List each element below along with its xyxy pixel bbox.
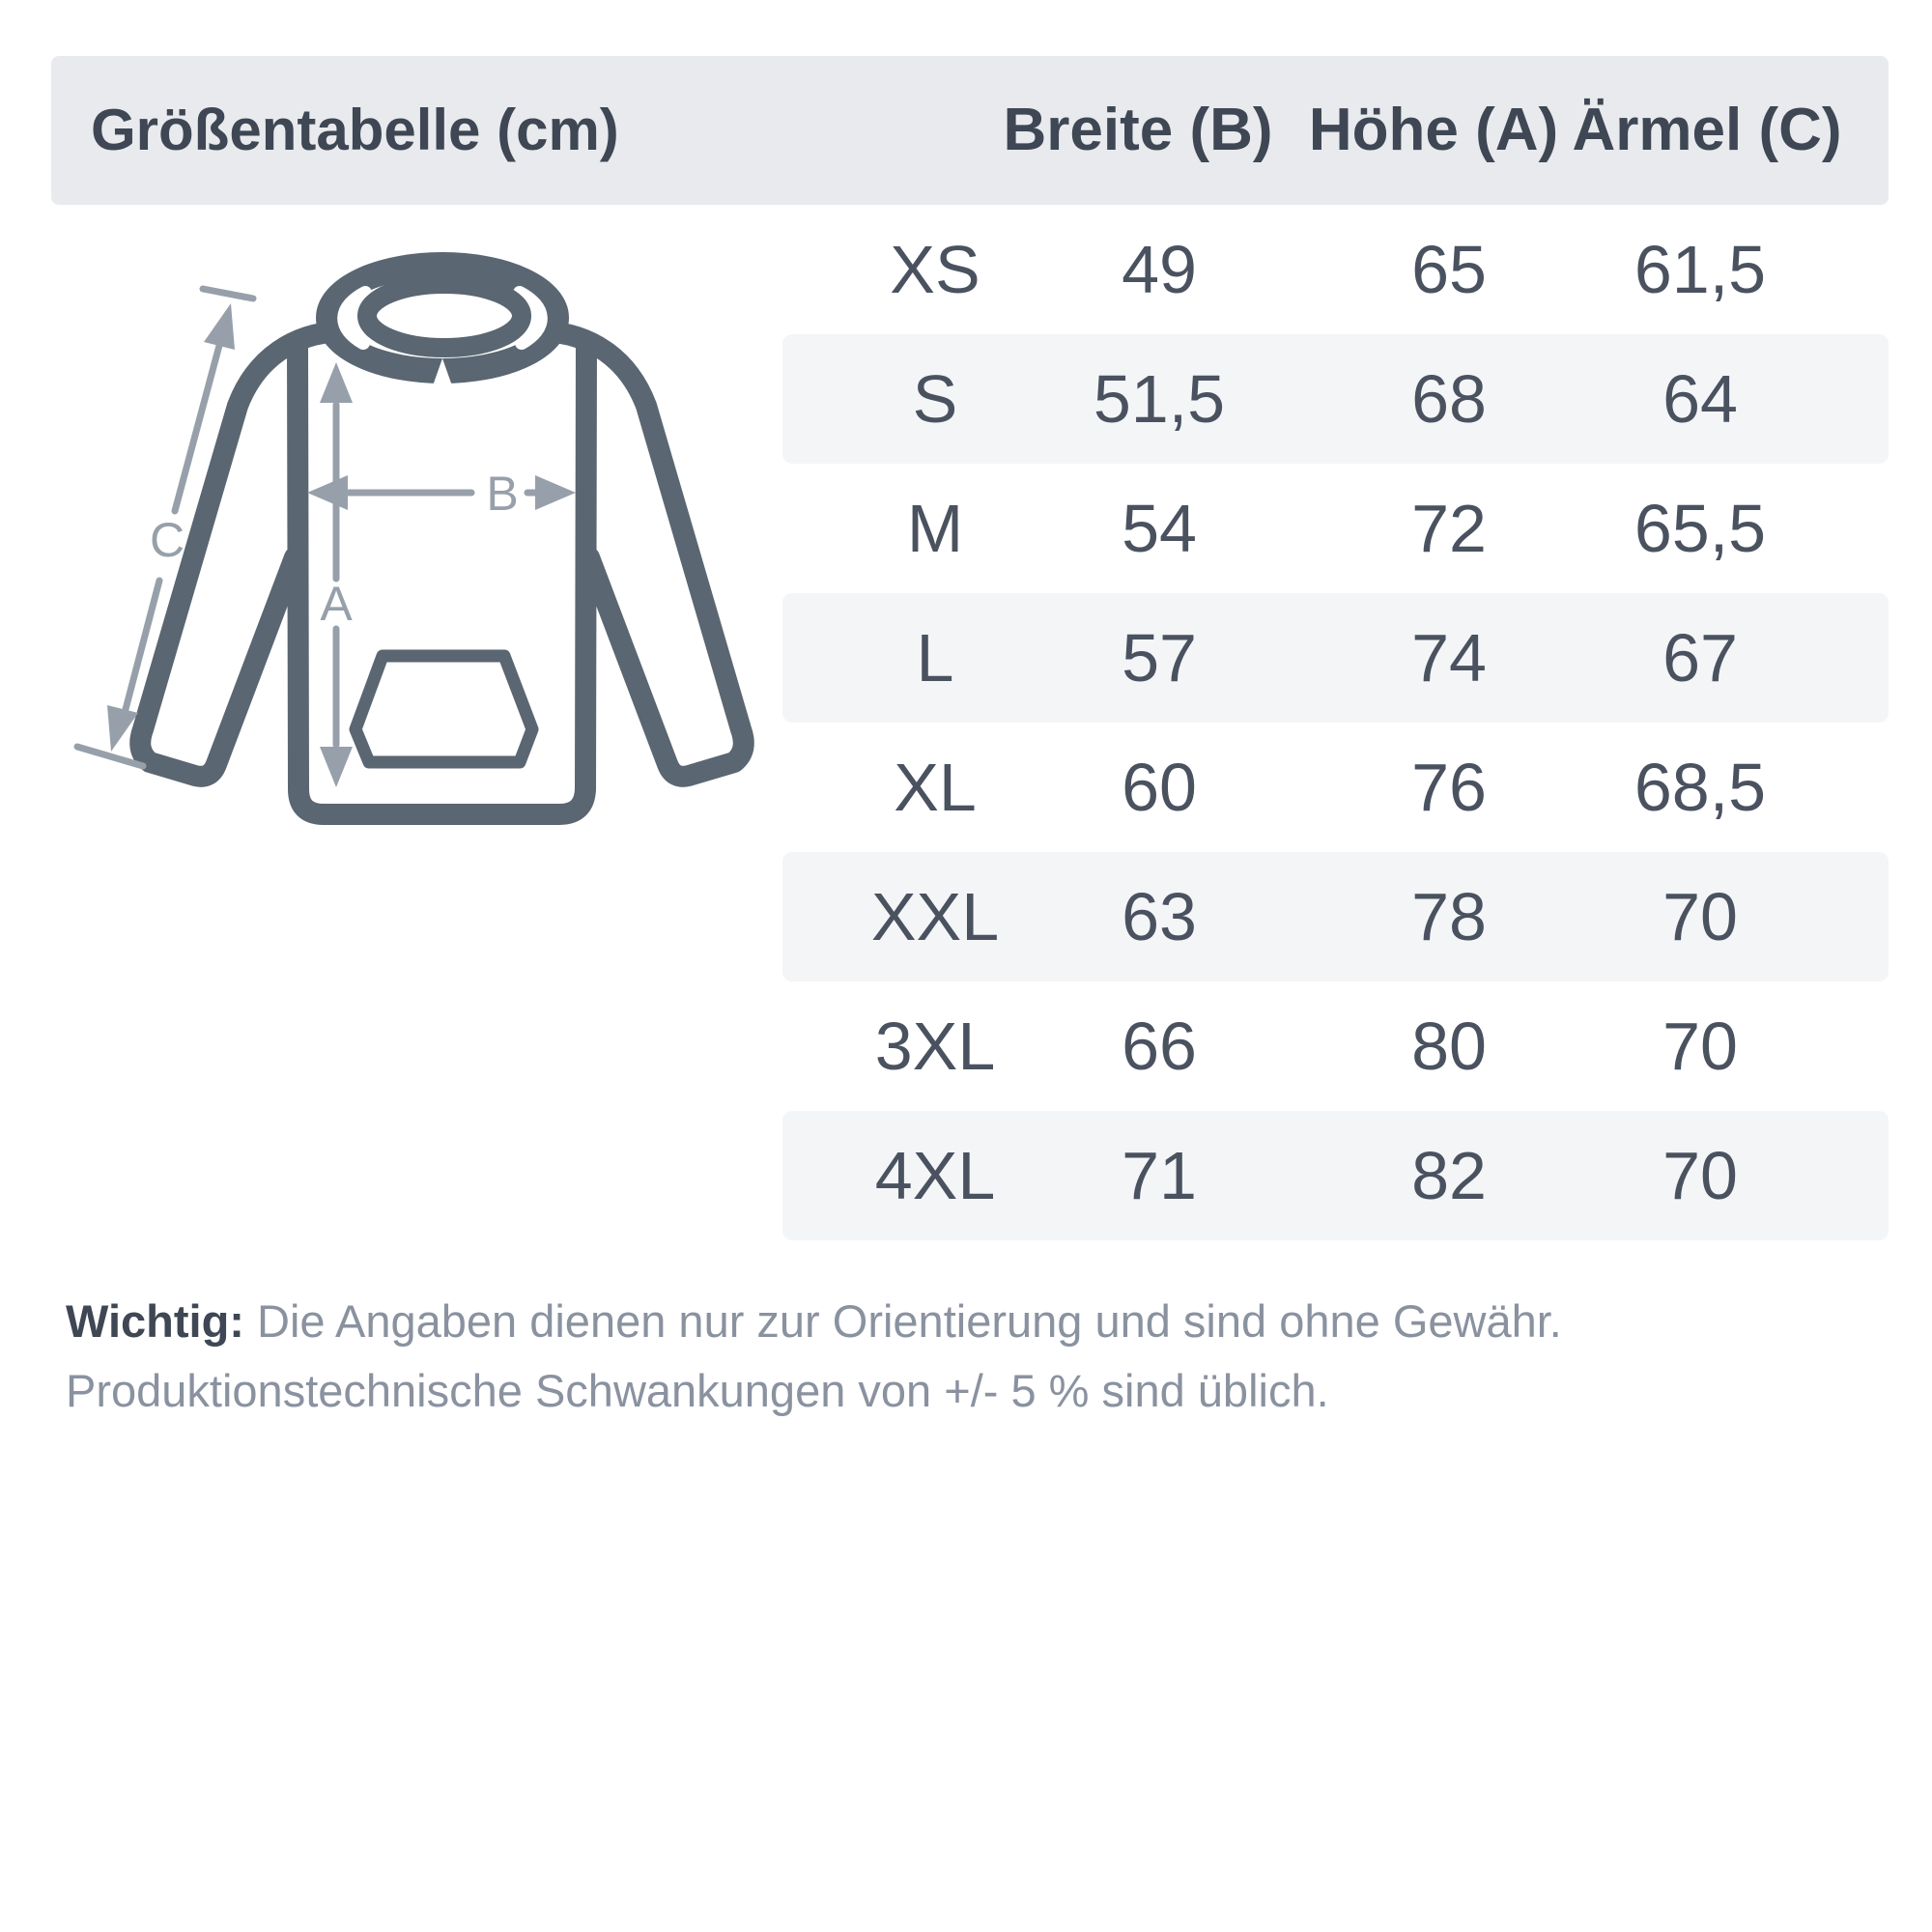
value-cell: 60 bbox=[1122, 750, 1197, 825]
width-arrow-b bbox=[307, 475, 576, 510]
value-cell: 74 bbox=[1411, 620, 1487, 696]
size-cell: M bbox=[906, 491, 964, 566]
value-cell: 51,5 bbox=[1093, 361, 1226, 437]
height-arrow-a bbox=[320, 362, 353, 787]
hoodie-pocket bbox=[355, 656, 532, 762]
value-cell: 67 bbox=[1662, 620, 1738, 696]
sleeve-arrow-top-tick bbox=[203, 289, 253, 298]
value-cell: 65,5 bbox=[1634, 491, 1767, 566]
value-cell: 70 bbox=[1662, 879, 1738, 954]
value-cell: 68 bbox=[1411, 361, 1487, 437]
hoodie-hood bbox=[328, 265, 556, 391]
value-cell: 49 bbox=[1122, 232, 1197, 307]
value-cell: 82 bbox=[1411, 1138, 1487, 1213]
hoodie-right-sleeve bbox=[544, 331, 744, 777]
value-cell: 66 bbox=[1122, 1009, 1197, 1084]
size-cell: XXL bbox=[870, 879, 1000, 954]
disclaimer-line-2: Produktionstechnische Schwankungen von +/- 5 % sind üblich. bbox=[66, 1365, 1329, 1416]
label-b: B bbox=[486, 467, 519, 521]
value-cell: 64 bbox=[1662, 361, 1738, 437]
size-cell: 3XL bbox=[874, 1009, 996, 1084]
value-cell: 61,5 bbox=[1634, 232, 1767, 307]
disclaimer-line-1: Wichtig: Die Angaben dienen nur zur Orientierung und sind ohne Gewähr. bbox=[66, 1295, 1562, 1347]
hoodie-measurement-diagram bbox=[58, 208, 792, 884]
size-cell: S bbox=[912, 361, 958, 437]
table-row bbox=[0, 981, 1932, 1111]
disclaimer-note bbox=[66, 1287, 1833, 1426]
page-title: Größentabelle (cm) bbox=[91, 98, 619, 162]
value-cell: 63 bbox=[1122, 879, 1197, 954]
size-cell: XS bbox=[890, 232, 980, 307]
value-cell: 57 bbox=[1122, 620, 1197, 696]
value-cell: 72 bbox=[1411, 491, 1487, 566]
value-cell: 70 bbox=[1662, 1138, 1738, 1213]
size-cell: L bbox=[916, 620, 954, 696]
value-cell: 76 bbox=[1411, 750, 1487, 825]
value-cell: 80 bbox=[1411, 1009, 1487, 1084]
value-cell: 68,5 bbox=[1634, 750, 1767, 825]
disclaimer-label: Wichtig: bbox=[66, 1295, 244, 1347]
label-c: C bbox=[149, 513, 185, 567]
column-header-breite: Breite (B) bbox=[1003, 97, 1273, 163]
value-cell: 54 bbox=[1122, 491, 1197, 566]
size-cell: XL bbox=[894, 750, 977, 825]
value-cell: 78 bbox=[1411, 879, 1487, 954]
value-cell: 70 bbox=[1662, 1009, 1738, 1084]
value-cell: 71 bbox=[1122, 1138, 1197, 1213]
column-header-aermel: Ärmel (C) bbox=[1572, 97, 1842, 163]
value-cell: 65 bbox=[1411, 232, 1487, 307]
table-header-band bbox=[51, 56, 1889, 205]
label-a: A bbox=[320, 577, 353, 631]
table-row bbox=[0, 1111, 1932, 1240]
size-cell: 4XL bbox=[874, 1138, 996, 1213]
column-header-hoehe: Höhe (A) bbox=[1308, 97, 1559, 163]
